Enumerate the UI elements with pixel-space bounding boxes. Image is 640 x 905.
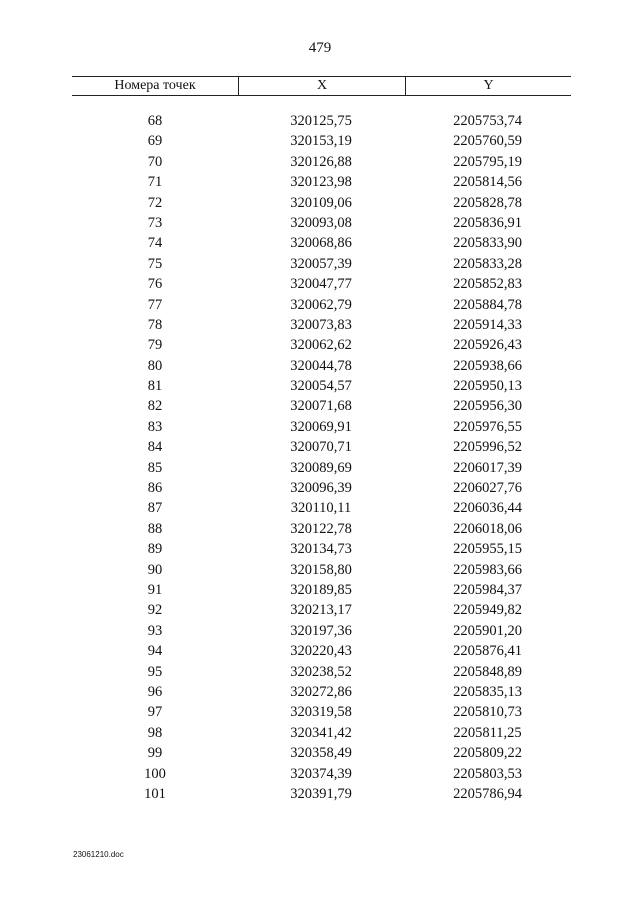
x-value: 320054,57 (290, 378, 352, 395)
table-row (72, 213, 571, 233)
y-value: 2205809,22 (453, 745, 522, 762)
point-number: 69 (147, 133, 163, 150)
table-row (72, 172, 571, 192)
y-value: 2205836,91 (453, 214, 522, 231)
y-value: 2205753,74 (453, 113, 522, 129)
table-row (72, 131, 571, 151)
table-row (72, 437, 571, 457)
table-row (72, 580, 571, 600)
point-number: 98 (147, 724, 163, 741)
point-number: 72 (147, 194, 163, 211)
point-number: 77 (147, 296, 163, 313)
table-row (72, 743, 571, 763)
table-row (72, 621, 571, 641)
y-value: 2205795,19 (453, 153, 522, 170)
x-value: 320213,17 (290, 602, 352, 619)
x-value: 320238,52 (290, 663, 352, 680)
table-row (72, 111, 571, 131)
y-value: 2205828,78 (453, 194, 522, 211)
point-number: 90 (147, 561, 163, 578)
y-value: 2206018,06 (453, 520, 522, 537)
y-value: 2205914,33 (453, 316, 522, 333)
point-number: 85 (147, 459, 163, 476)
table-row (72, 641, 571, 661)
point-number: 94 (147, 643, 163, 660)
y-value: 2205786,94 (453, 785, 522, 802)
table-row (72, 417, 571, 437)
point-number: 100 (144, 765, 166, 782)
point-number: 92 (147, 602, 163, 619)
y-value: 2205833,90 (453, 235, 522, 252)
y-value: 2205950,13 (453, 378, 522, 395)
table-row (72, 723, 571, 743)
x-value: 320110,11 (290, 500, 352, 517)
y-value: 2205983,66 (453, 561, 522, 578)
y-value: 2205810,73 (453, 704, 522, 721)
y-value: 2205760,59 (453, 133, 522, 150)
y-value: 2205984,37 (453, 581, 522, 598)
x-value: 320220,43 (290, 643, 352, 660)
y-value: 2205814,56 (453, 174, 522, 191)
x-value: 320093,08 (290, 214, 352, 231)
x-value: 320189,85 (290, 581, 352, 598)
point-number: 97 (147, 704, 163, 721)
x-value: 320070,71 (290, 439, 352, 456)
point-number: 78 (147, 316, 163, 333)
point-number: 93 (147, 622, 163, 639)
table-row (72, 478, 571, 498)
point-number: 96 (147, 683, 163, 700)
x-value: 320047,77 (290, 276, 352, 293)
x-value: 320341,42 (290, 724, 352, 741)
table-header (72, 76, 571, 96)
x-value: 320068,86 (290, 235, 352, 252)
x-value: 320391,79 (290, 785, 352, 802)
x-value: 320125,75 (290, 113, 352, 129)
y-value: 2205949,82 (453, 602, 522, 619)
point-number: 83 (147, 418, 163, 435)
table-row (72, 519, 571, 539)
y-value: 2205884,78 (453, 296, 522, 313)
point-number: 74 (147, 235, 163, 252)
table-row (72, 335, 571, 355)
header-x: X (239, 77, 406, 95)
y-value: 2206027,76 (453, 480, 522, 497)
table-row (72, 295, 571, 315)
y-value: 2205938,66 (453, 357, 522, 374)
x-value: 320073,83 (290, 316, 352, 333)
x-value: 320062,62 (290, 337, 352, 354)
x-value: 320096,39 (290, 480, 352, 497)
point-number: 68 (147, 113, 163, 129)
page-number: 479 (308, 40, 332, 56)
y-value: 2205996,52 (453, 439, 522, 456)
x-value: 320044,78 (290, 357, 352, 374)
table-row (72, 254, 571, 274)
table-row (72, 498, 571, 518)
x-value: 320158,80 (290, 561, 352, 578)
y-value: 2205852,83 (453, 276, 522, 293)
point-number: 81 (147, 378, 163, 395)
table-row (72, 784, 571, 804)
table-row (72, 315, 571, 335)
x-value: 320134,73 (290, 541, 352, 558)
table-row (72, 152, 571, 172)
point-number: 101 (144, 785, 166, 802)
y-value: 2205956,30 (453, 398, 522, 415)
point-number: 86 (147, 480, 163, 497)
header-y: Y (483, 78, 494, 93)
table-row (72, 356, 571, 376)
y-value: 2205833,28 (453, 255, 522, 272)
point-number: 91 (147, 581, 163, 598)
y-value: 2205811,25 (453, 724, 522, 741)
point-number: 70 (147, 153, 163, 170)
table-row (72, 560, 571, 580)
x-value: 320062,79 (290, 296, 352, 313)
point-number: 71 (147, 174, 163, 191)
point-number: 87 (147, 500, 163, 517)
table-row (72, 764, 571, 784)
x-value: 320126,88 (290, 153, 352, 170)
table-row (72, 539, 571, 559)
point-number: 75 (147, 255, 163, 272)
y-value: 2205848,89 (453, 663, 522, 680)
x-value: 320071,68 (290, 398, 352, 415)
point-number: 89 (147, 541, 163, 558)
y-value: 2206036,44 (453, 500, 522, 517)
point-number: 82 (147, 398, 163, 415)
x-value: 320057,39 (290, 255, 352, 272)
point-number: 95 (147, 663, 163, 680)
y-value: 2206017,39 (453, 459, 522, 476)
x-value: 320109,06 (290, 194, 352, 211)
point-number: 73 (147, 214, 163, 231)
table-row (72, 274, 571, 294)
x-value: 320197,36 (290, 622, 352, 639)
y-value: 2205803,53 (453, 765, 522, 782)
y-value: 2205901,20 (453, 622, 522, 639)
table-row (72, 682, 571, 702)
table-row (72, 600, 571, 620)
document-filename: 23061210.doc (73, 850, 124, 859)
x-value: 320272,86 (290, 683, 352, 700)
table-row (72, 458, 571, 478)
point-number: 79 (147, 337, 163, 354)
x-value: 320358,49 (290, 745, 352, 762)
x-value: 320123,98 (290, 174, 352, 191)
coordinates-table-body (72, 111, 571, 804)
table-row (72, 396, 571, 416)
point-number: 99 (147, 745, 163, 762)
table-row (72, 702, 571, 722)
point-number: 84 (147, 439, 163, 456)
x-value: 320089,69 (290, 459, 352, 476)
header-point-numbers: Номера точек (72, 77, 239, 95)
x-value: 320122,78 (290, 520, 352, 537)
point-number: 80 (147, 357, 163, 374)
table-row (72, 193, 571, 213)
table-row (72, 376, 571, 396)
y-value: 2205876,41 (453, 643, 522, 660)
y-value: 2205926,43 (453, 337, 522, 354)
y-value: 2205955,15 (453, 541, 522, 558)
point-number: 76 (147, 276, 163, 293)
point-number: 88 (147, 520, 163, 537)
y-value: 2205976,55 (453, 418, 522, 435)
x-value: 320153,19 (290, 133, 352, 150)
x-value: 320374,39 (290, 765, 352, 782)
table-row (72, 233, 571, 253)
table-row (72, 662, 571, 682)
y-value: 2205835,13 (453, 683, 522, 700)
x-value: 320319,58 (290, 704, 352, 721)
x-value: 320069,91 (290, 418, 352, 435)
